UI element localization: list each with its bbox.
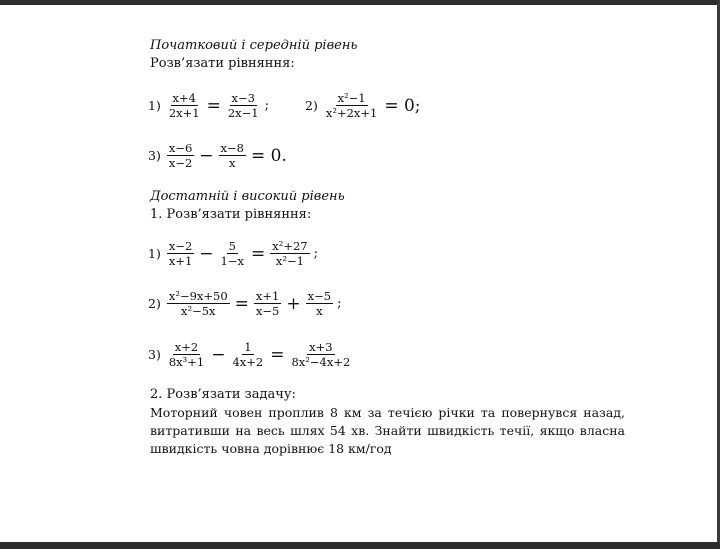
operator: = — [251, 243, 266, 264]
denominator: x²−1 — [275, 254, 304, 268]
denominator: x — [316, 304, 323, 318]
numerator: x+1 — [255, 289, 280, 303]
numerator: 1 — [244, 340, 252, 354]
equation-tail: = 0; — [384, 95, 421, 116]
denominator: x−2 — [168, 156, 193, 170]
section1-task: Розв’язати рівняння: — [150, 56, 295, 71]
operator: − — [199, 145, 214, 166]
denominator: x — [229, 156, 236, 170]
section2-heading: Достатній і високий рівень — [150, 189, 345, 204]
word-problem-text — [150, 404, 625, 458]
fraction — [219, 141, 246, 170]
denominator: 2x+1 — [168, 106, 200, 120]
denominator: x−5 — [255, 304, 280, 318]
equation-tail: ; — [337, 296, 342, 311]
denominator: 4x+2 — [232, 355, 264, 369]
fraction — [289, 340, 352, 369]
numerator: x−2 — [168, 239, 193, 253]
equation-tail: = 0. — [251, 145, 287, 166]
fraction — [324, 91, 380, 120]
equation-tail: ; — [313, 246, 319, 261]
numerator: x+3 — [309, 340, 333, 354]
denominator: 1−x — [220, 254, 244, 268]
numerator: x+2 — [174, 340, 199, 354]
section1-equation-1 — [148, 91, 271, 120]
equation-tail: ; — [264, 98, 270, 113]
denominator: 2x−1 — [227, 106, 259, 120]
section2-equation-3 — [148, 340, 354, 369]
fraction — [219, 239, 246, 268]
denominator: 8x²−4x+2 — [291, 355, 351, 369]
equation-label: 3) — [148, 148, 161, 163]
equation-label: 2) — [148, 296, 161, 311]
operator: − — [199, 243, 214, 264]
section2-task2: 2. Розв’язати задачу: — [150, 387, 296, 402]
bottom-border — [0, 542, 720, 549]
fraction — [167, 289, 230, 318]
section1-equation-3 — [148, 141, 287, 170]
fraction — [254, 289, 281, 318]
fraction — [167, 141, 194, 170]
section1-heading: Початковий і середній рівень — [150, 38, 358, 53]
denominator: x²−5x — [180, 304, 216, 318]
equation-label: 1) — [148, 246, 161, 261]
fraction — [167, 91, 202, 120]
numerator: x+4 — [172, 91, 196, 105]
word-problem-body: Моторний човен проплив 8 км за течією річки та повернувся назад, витративши на весь шлях 54 хв. Знайти швидкість течії, якщо власна швидкість човна дорівнює 18 км/год — [150, 405, 625, 456]
numerator: x²−9x+50 — [168, 289, 228, 303]
document-page — [0, 5, 717, 542]
numerator: x²+27 — [272, 239, 308, 253]
equation-label: 1) — [148, 98, 161, 113]
section2-equation-2 — [148, 289, 343, 318]
numerator: x²−1 — [337, 91, 366, 105]
numerator: x−6 — [168, 141, 193, 155]
operator: − — [211, 344, 226, 365]
fraction — [230, 340, 265, 369]
operator: + — [286, 293, 301, 314]
numerator: x−8 — [220, 141, 244, 155]
operator: = — [270, 344, 285, 365]
section2-equation-1 — [148, 239, 320, 268]
numerator: x−3 — [231, 91, 255, 105]
section1-equation-2 — [305, 91, 421, 120]
fraction — [167, 239, 194, 268]
operator: = — [206, 95, 221, 116]
fraction — [306, 289, 333, 318]
equation-label: 2) — [305, 98, 318, 113]
fraction — [167, 340, 206, 369]
fraction — [226, 91, 261, 120]
fraction — [270, 239, 309, 268]
operator: = — [234, 293, 249, 314]
equation-label: 3) — [148, 347, 161, 362]
denominator: x+1 — [168, 254, 193, 268]
denominator: x²+2x+1 — [325, 106, 378, 120]
numerator: x−5 — [307, 289, 332, 303]
denominator: 8x³+1 — [168, 355, 205, 369]
numerator: 5 — [228, 239, 236, 253]
section2-task1: 1. Розв’язати рівняння: — [150, 207, 312, 222]
